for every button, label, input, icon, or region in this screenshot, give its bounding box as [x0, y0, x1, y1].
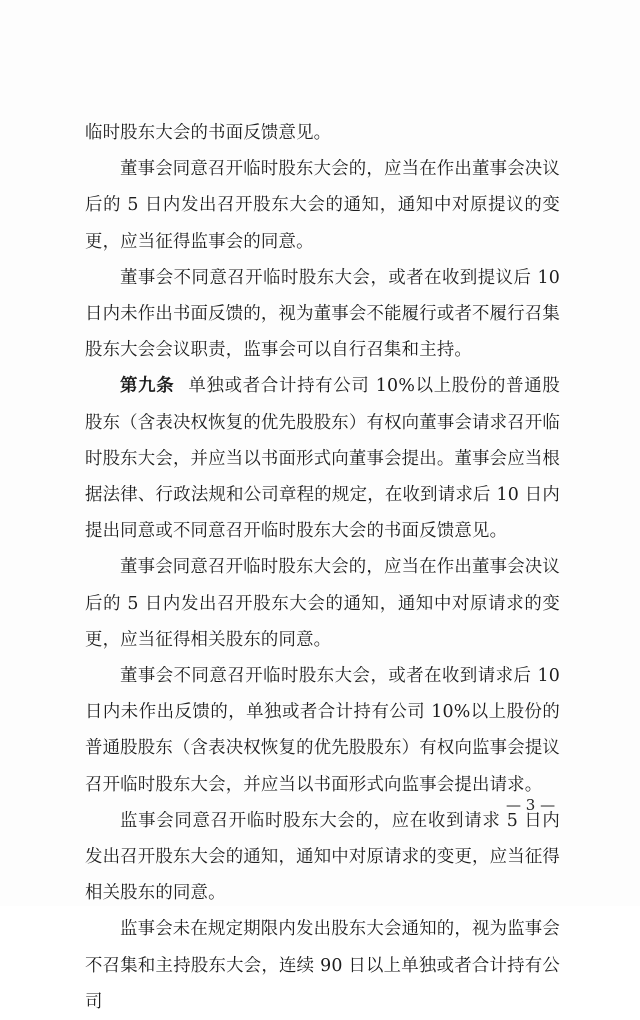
paragraph-1	[85, 115, 560, 151]
document-body	[85, 115, 560, 1020]
paragraph-text: 董事会不同意召开临时股东大会，或者在收到提议后 10 日内未作出书面反馈的，视为董事会不能履行或者不履行召集股东大会会议职责，监事会可以自行召集和主持。	[85, 267, 560, 361]
paragraph-text: 董事会不同意召开临时股东大会，或者在收到请求后 10 日内未作出反馈的，单独或者合计持有公司 10%以上股份的普通股股东（含表决权恢复的优先股股东）有权向监事会提议召开临时股东大会，并应当以书面形式向监事会提出请求。	[85, 666, 560, 795]
article-label: 第九条	[120, 376, 175, 397]
paragraph-text: 监事会未在规定期限内发出股东大会通知的，视为监事会不召集和主持股东大会，连续 90 日以上单独或者合计持有公司	[85, 919, 560, 1012]
paragraph-text: 单独或者合计持有公司 10%以上股份的普通股股东（含表决权恢复的优先股股东）有权向董事会请求召开临时股东大会，并应当以书面形式向董事会提出。董事会应当根据法律、行政法规和公司章程的规定，在收到请求后 10 日内提出同意或不同意召开临时股东大会的书面反馈意见。	[85, 376, 560, 542]
paragraph-8	[85, 911, 560, 1020]
paragraph-text: 监事会同意召开临时股东大会的，应在收到请求 5 日内发出召开股东大会的通知，通知中对原请求的变更，应当征得相关股东的同意。	[85, 810, 560, 904]
paragraph-text: 董事会同意召开临时股东大会的，应当在作出董事会决议后的 5 日内发出召开股东大会的通知，通知中对原请求的变更，应当征得相关股东的同意。	[85, 557, 560, 650]
paragraph-6	[85, 658, 560, 803]
paragraph-text: 董事会同意召开临时股东大会的，应当在作出董事会决议后的 5 日内发出召开股东大会的通知，通知中对原提议的变更，应当征得监事会的同意。	[85, 159, 560, 252]
paragraph-5	[85, 549, 560, 658]
paragraph-7	[85, 803, 560, 912]
article-9-paragraph	[85, 368, 560, 549]
paragraph-2	[85, 151, 560, 260]
paragraph-text: 临时股东大会的书面反馈意见。	[85, 123, 332, 143]
paragraph-3	[85, 260, 560, 369]
page-number: — 3 —	[506, 796, 556, 814]
